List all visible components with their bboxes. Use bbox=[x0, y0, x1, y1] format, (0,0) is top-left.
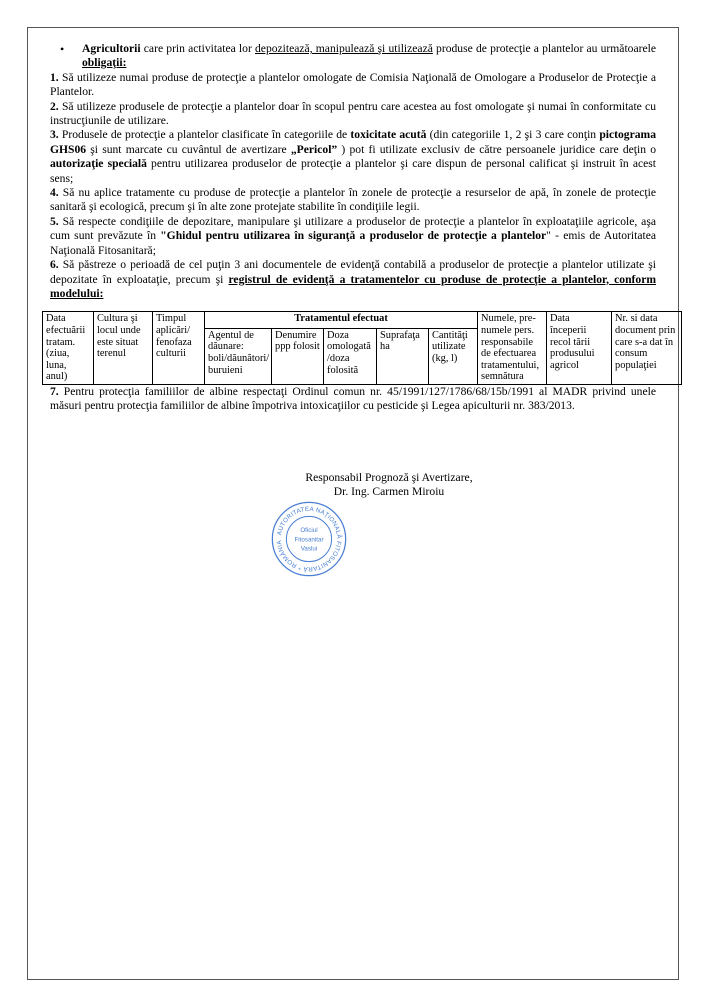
header-dose: Doza omologată /doza folosită bbox=[324, 328, 377, 384]
item-text: Produsele de protecţie a plantelor clasificate în categoriile de bbox=[58, 128, 351, 142]
item-number: 5. bbox=[50, 214, 59, 228]
stamp-ring-text: AUTORITATEA NAŢIONALĂ FITOSANITARĂ * ROMÂNIA bbox=[275, 505, 343, 573]
item-number: 2. bbox=[50, 99, 59, 113]
item-number: 6. bbox=[50, 258, 59, 272]
header-names: Numele, pre-numele pers. responsabile de efectuarea tratamentului, semnătura bbox=[478, 312, 547, 385]
item-text: şi sunt marcate cu cuvântul de avertizare bbox=[86, 142, 291, 156]
header-document: Nr. si data document prin care s-a dat în consum populaţiei bbox=[612, 312, 682, 385]
item-bold-underlined: registrul de evidenţă a tratamentelor cu produse de protecţie a plantelor, conform modelului: bbox=[50, 272, 656, 300]
item-1 bbox=[50, 71, 656, 100]
signature-role: Responsabil Prognoză şi Avertizare, bbox=[305, 471, 473, 484]
item-text: Să utilizeze numai produse de protecţie a plantelor omologate de Comisia Naţională de Omologare a Produselor de Protecţie a Plantelor. bbox=[50, 70, 656, 99]
intro-bullet bbox=[60, 42, 656, 71]
table-header-row bbox=[43, 312, 682, 329]
item-text: (din categoriile 1, 2 şi 3 care conţin bbox=[426, 128, 600, 142]
header-crop: Cultura şi locul unde este situat terenul bbox=[94, 312, 153, 385]
item-text: Să nu aplice tratamente cu produse de protecţie a plantelor în zonele de protecţie a resurselor de apă, în zonele de protecţie sanitară şi ecologică, precum şi în alte zone protejate stabilite în condiţiile legii. bbox=[50, 186, 656, 214]
treatment-register-table bbox=[42, 311, 682, 385]
item-3 bbox=[50, 128, 656, 186]
intro-part2: produse de protecţie a plantelor au următoarele bbox=[432, 42, 656, 55]
item-5 bbox=[50, 215, 656, 258]
item-text: Să utilizeze produsele de protecţie a plantelor doar în scopul pentru care acestea au fost omologate şi numai în conformitate cu instrucţiunile de utilizare. bbox=[50, 99, 656, 128]
document-body bbox=[46, 42, 676, 414]
obligations-label: obligaţii: bbox=[82, 56, 127, 70]
item-text: " - emis de Autoritatea Naţională Fitosanitară; bbox=[50, 229, 656, 257]
stamp-line1: Oficiul bbox=[300, 526, 318, 534]
item-2 bbox=[50, 100, 656, 129]
signature-block bbox=[279, 471, 499, 500]
item-4 bbox=[50, 186, 656, 215]
header-time: Timpul aplicări/ fenofaza culturii bbox=[153, 312, 205, 385]
item-6 bbox=[50, 258, 656, 301]
item-bold: autorizaţie specială bbox=[50, 157, 147, 171]
item-number: 7. bbox=[50, 384, 59, 398]
header-treatment-group: Tratamentul efectuat bbox=[205, 312, 478, 329]
intro-text bbox=[82, 42, 656, 71]
header-area: Suprafaţa ha bbox=[377, 328, 429, 384]
item-bold: toxicitate acută bbox=[350, 128, 427, 142]
item-bold: pictograma GHS06 bbox=[50, 128, 656, 156]
intro-underlined: depozitează, manipulează şi utilizează bbox=[255, 42, 433, 55]
item-text: Să respecte condiţiile de depozitare, manipulare şi utilizare a produselor de protecţie a plantelor în exploataţiile agricole, aşa cum sunt prevăzute în bbox=[50, 214, 656, 243]
stamp-line2: Fitosanitar bbox=[294, 536, 324, 544]
item-number: 1. bbox=[50, 70, 59, 84]
item-7 bbox=[50, 385, 656, 414]
header-date: Data efectuării tratam. (ziua, luna, anul) bbox=[43, 312, 94, 385]
item-number: 4. bbox=[50, 186, 59, 200]
bullet-icon: • bbox=[60, 42, 65, 56]
signature-name: Dr. Ing. Carmen Miroiu bbox=[333, 485, 445, 499]
intro-lead: Agricultorii bbox=[82, 42, 141, 55]
stamp-line3: Vaslui bbox=[300, 545, 318, 553]
item-bold: "Ghidul pentru utilizarea în siguranţă a produselor de protecţie a plantelor bbox=[160, 229, 547, 243]
header-pest-agent: Agentul de dăunare: boli/dăunători/ buruieni bbox=[205, 328, 272, 384]
item-text: Să păstreze o perioadă de cel puţin 3 ani documentele de evidenţă contabilă a produselor de protecţie a plantelor utilizate şi depozitate în exploataţie, precum şi bbox=[50, 258, 656, 286]
header-harvest-start: Data începerii recol tării produsului agricol bbox=[547, 312, 612, 385]
item-number: 3. bbox=[50, 128, 59, 142]
header-ppp-name: Denumire ppp folosit bbox=[272, 328, 324, 384]
intro-part1: care prin activitatea lor bbox=[140, 42, 255, 55]
header-quantity: Cantităţi utilizate (kg, l) bbox=[429, 328, 478, 384]
item-text: ) pot fi utilizate exclusiv de către persoanele juridice care deţin o bbox=[337, 142, 657, 156]
item-text: Pentru protecţia familiilor de albine respectaţi Ordinul comun nr. 45/1991/127/1786/68/15b/1991 al MADR privind unele măsuri pentru protecţia familiilor de albine împotriva intoxicaţiilor cu pesticide şi Legea apiculturii nr. 383/2013. bbox=[50, 384, 656, 413]
official-stamp bbox=[270, 500, 348, 578]
item-text: pentru utilizarea produselor de protecţie a plantelor şi care dispun de personal calificat şi instruit în acest sens; bbox=[50, 157, 656, 185]
item-bold: „Pericol” bbox=[290, 142, 338, 156]
